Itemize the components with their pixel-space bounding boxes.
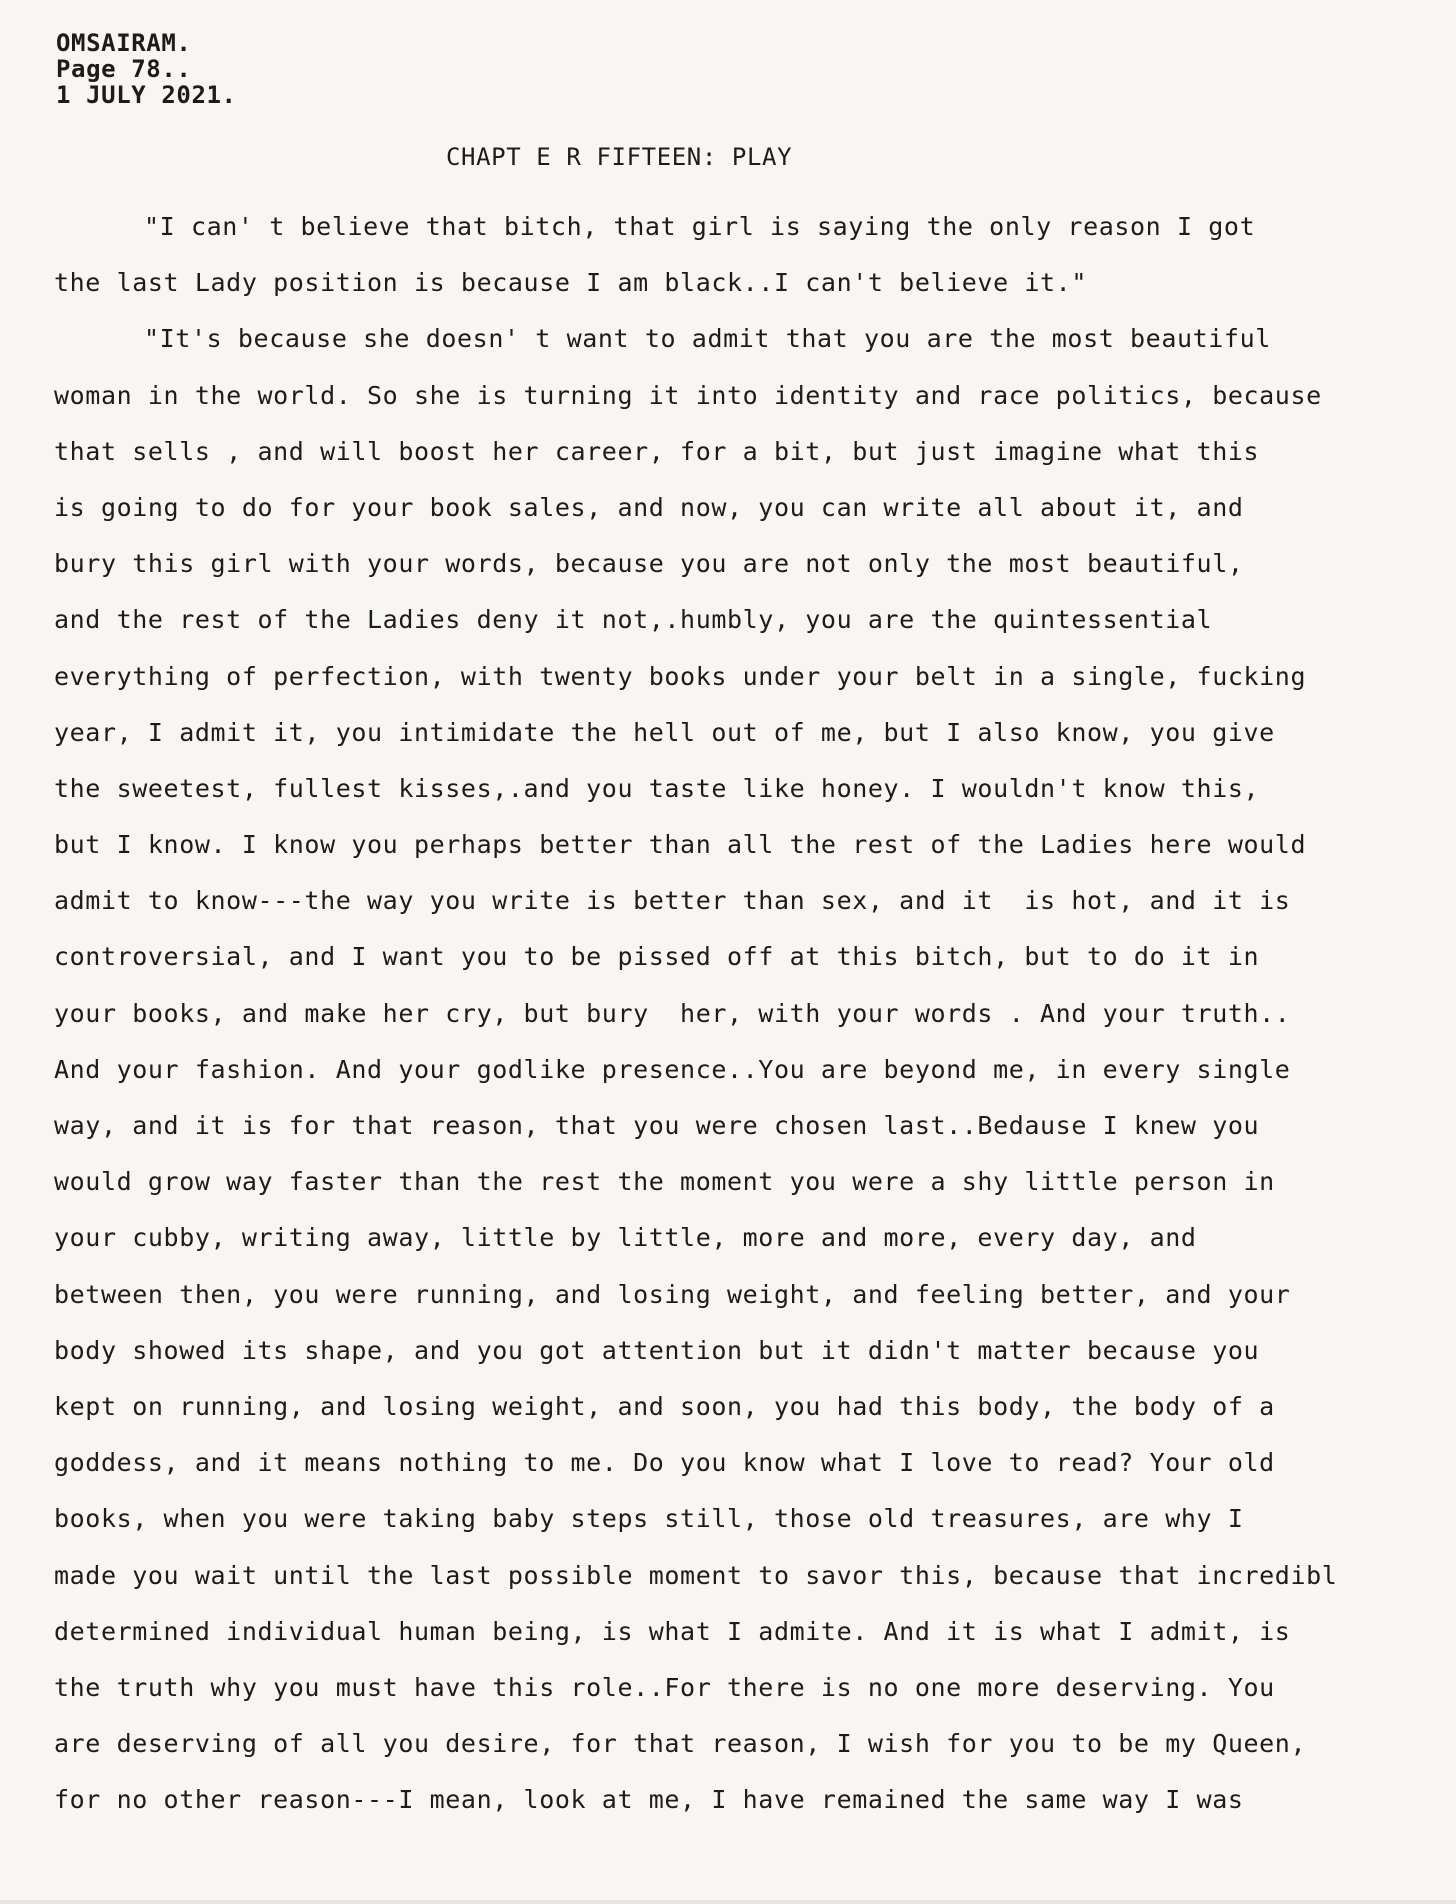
body-line: for no other reason---I mean, look at me, I have remained the same way I was bbox=[54, 1785, 1244, 1815]
body-line: the sweetest, fullest kisses,.and you taste like honey. I wouldn't know this, bbox=[54, 773, 1260, 803]
body-line: year, I admit it, you intimidate the hell out of me, but I also know, you give bbox=[54, 717, 1275, 747]
body-line: between then, you were running, and losing weight, and feeling better, and your bbox=[54, 1279, 1291, 1309]
body-line: your books, and make her cry, but bury her, with your words . And your truth.. bbox=[54, 998, 1291, 1028]
body-line: "It's because she doesn' t want to admit that you are the most beautiful bbox=[144, 324, 1271, 354]
body-line: the last Lady position is because I am black..I can't believe it." bbox=[54, 268, 1087, 298]
body-line: made you wait until the last possible moment to savor this, because that incredibl bbox=[54, 1560, 1338, 1590]
body-line: that sells , and will boost her career, for a bit, but just imagine what this bbox=[54, 436, 1260, 466]
body-line: goddess, and it means nothing to me. Do you know what I love to read? Your old bbox=[54, 1448, 1275, 1478]
chapter-title: CHAPT E R FIFTEEN: PLAY bbox=[446, 143, 793, 171]
body-line: way, and it is for that reason, that you were chosen last..Bedause I knew you bbox=[54, 1111, 1260, 1140]
body-line: would grow way faster than the rest the moment you were a shy little person in bbox=[54, 1167, 1275, 1197]
body-line: are deserving of all you desire, for that reason, I wish for you to be my Queen, bbox=[54, 1729, 1307, 1759]
body-line: the truth why you must have this role..For there is no one more deserving. You bbox=[54, 1672, 1275, 1702]
header-date: 1 JULY 2021. bbox=[56, 81, 237, 109]
page-header bbox=[56, 30, 237, 108]
body-line: books, when you were taking baby steps still, those old treasures, are why I bbox=[54, 1504, 1244, 1534]
body-line: "I can' t believe that bitch, that girl is saying the only reason I got bbox=[144, 212, 1256, 241]
body-line: woman in the world. So she is turning it into identity and race politics, because bbox=[54, 380, 1322, 410]
body-text bbox=[54, 212, 1454, 1841]
body-line: your cubby, writing away, little by little, more and more, every day, and bbox=[54, 1223, 1197, 1253]
body-line: controversial, and I want you to be pissed off at this bitch, but to do it in bbox=[54, 942, 1260, 972]
body-line: and the rest of the Ladies deny it not,.humbly, you are the quintessential bbox=[54, 605, 1213, 635]
header-line-1: OMSAIRAM. bbox=[56, 29, 192, 57]
body-line: bury this girl with your words, because you are not only the most beautiful, bbox=[54, 549, 1244, 579]
body-line: but I know. I know you perhaps better than all the rest of the Ladies here would bbox=[54, 830, 1307, 860]
page-bottom-edge bbox=[0, 1900, 1456, 1904]
body-line: everything of perfection, with twenty books under your belt in a single, fucking bbox=[54, 661, 1307, 691]
body-line: determined individual human being, is what I admite. And it is what I admit, is bbox=[54, 1616, 1291, 1646]
body-line: kept on running, and losing weight, and soon, you had this body, the body of a bbox=[54, 1391, 1275, 1421]
body-line: And your fashion. And your godlike presence..You are beyond me, in every single bbox=[54, 1054, 1291, 1084]
body-line: body showed its shape, and you got attention but it didn't matter because you bbox=[54, 1335, 1260, 1365]
body-line: is going to do for your book sales, and now, you can write all about it, and bbox=[54, 492, 1244, 522]
body-line: admit to know---the way you write is better than sex, and it is hot, and it is bbox=[54, 886, 1291, 916]
header-page-number: Page 78.. bbox=[56, 55, 192, 83]
